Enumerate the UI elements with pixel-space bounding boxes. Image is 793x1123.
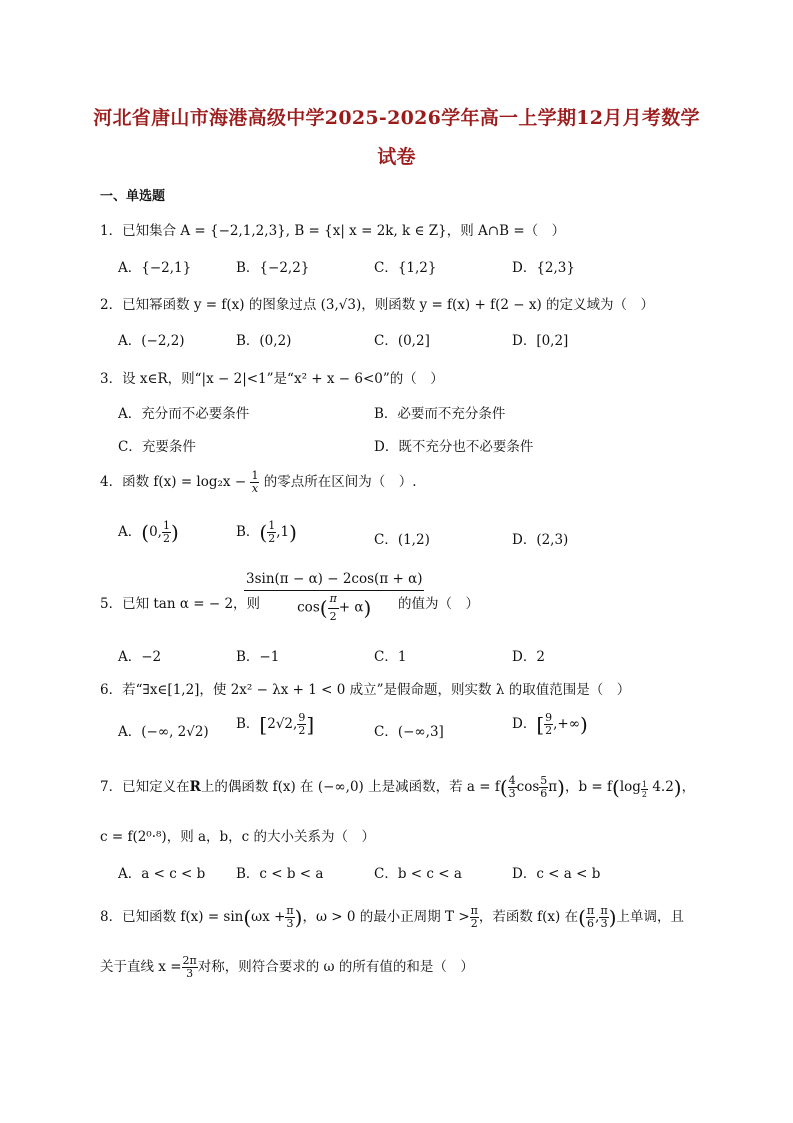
- q4-option-b: B．( $\frac{1}{2}$ ,1): [236, 519, 297, 545]
- question-5-lead: 5．已知 tan α = − 2，则: [100, 596, 261, 612]
- question-6: 6．若“∃x∈[1,2]，使 2x² − λx + 1 < 0 成立”是假命题，则实数 λ 的取值范围是（ ）: [100, 682, 631, 698]
- q6-option-c: C．(−∞,3]: [374, 724, 444, 740]
- question-7-line2: c = f(2⁰·⁸)，则 a，b，c 的大小关系为（ ）: [100, 829, 376, 845]
- exam-title-continued: 试卷: [377, 146, 416, 168]
- q2-option-c: C．(0,2]: [374, 333, 430, 349]
- q5-option-d: D．2: [512, 649, 545, 665]
- q6-option-a: A．(−∞, 2√2): [118, 724, 209, 740]
- q1-option-b: B．{−2,2}: [236, 260, 310, 276]
- q3-option-d: D．既不充分也不必要条件: [374, 439, 534, 455]
- question-7-line1: 7．已知定义在R上的偶函数 f(x) 在 (−∞,0) 上是减函数，若 a = f( $\frac{4}{3}$ cos $\frac{5}{6}$ π)，b = f(log $\frac{1}{2}$ 4.2)，: [100, 774, 696, 800]
- question-8-line2: 关于直线 x = $\frac{2\pi}{3}$ 对称，则符合要求的 ω 的所有值的和是（ ）: [100, 954, 474, 980]
- q4-option-a: A．(0, $\frac{1}{2}$ ): [118, 519, 179, 545]
- q7-option-a: A．a < c < b: [118, 866, 206, 882]
- exam-title: 河北省唐山市海港高级中学2025-2026学年高一上学期12月月考数学: [93, 107, 700, 129]
- q5-option-a: A．−2: [118, 649, 162, 665]
- question-4: 4．函数 f(x) = log₂x − $\frac{1}{x}$ 的零点所在区间为（ ）.: [100, 469, 417, 495]
- q5-option-c: C．1: [374, 649, 407, 665]
- q6-option-d: D．[ $\frac{9}{2}$ ,+∞): [512, 711, 588, 737]
- q2-option-a: A．(−2,2): [118, 333, 185, 349]
- q7-option-d: D．c < a < b: [512, 866, 601, 882]
- q3-option-a: A．充分而不必要条件: [118, 406, 250, 422]
- fraction: $\frac{1}{x}$: [251, 469, 259, 495]
- q5-fraction: 3sin(π − α) − 2cos(π + α) cos( $\frac{\pi}{2}$ + α): [246, 571, 423, 623]
- q3-option-b: B．必要而不充分条件: [374, 406, 506, 422]
- q1-option-c: C．{1,2}: [374, 260, 437, 276]
- q1-option-a: A．{−2,1}: [118, 260, 192, 276]
- question-3: 3．设 x∈R，则“|x − 2|<1”是“x² + x − 6<0”的（ ）: [100, 371, 444, 387]
- question-1: 1．已知集合 A = {−2,1,2,3}, B = {x| x = 2k, k ∈ Z}，则 A∩B =（ ）: [100, 223, 566, 239]
- q5-option-b: B．−1: [236, 649, 280, 665]
- question-2: 2．已知幂函数 y = f(x) 的图象过点 (3,√3)，则函数 y = f(x) + f(2 − x) 的定义域为（ ）: [100, 297, 655, 313]
- q2-option-b: B．(0,2): [236, 333, 292, 349]
- q7-option-b: B．c < b < a: [236, 866, 324, 882]
- q4-option-c: C．(1,2): [374, 532, 430, 548]
- q7-option-c: C．b < c < a: [374, 866, 462, 882]
- section-heading: 一、单选题: [100, 189, 166, 204]
- question-8-line1: 8．已知函数 f(x) = sin(ωx + $\frac{\pi}{3}$ )，ω > 0 的最小正周期 T > $\frac{\pi}{2}$ ，若函数 f(x) 在( $\frac{\pi}{6}$ , $\frac{\pi}{3}$ )上单调，且: [100, 904, 684, 930]
- q1-option-d: D．{2,3}: [512, 260, 575, 276]
- q6-option-b: B．[2√2, $\frac{9}{2}$ ]: [236, 711, 315, 737]
- q3-option-c: C．充要条件: [118, 439, 196, 455]
- q4-option-d: D．(2,3): [512, 532, 569, 548]
- question-5-tail: 的值为（ ）: [398, 596, 479, 612]
- q2-option-d: D．[0,2]: [512, 333, 569, 349]
